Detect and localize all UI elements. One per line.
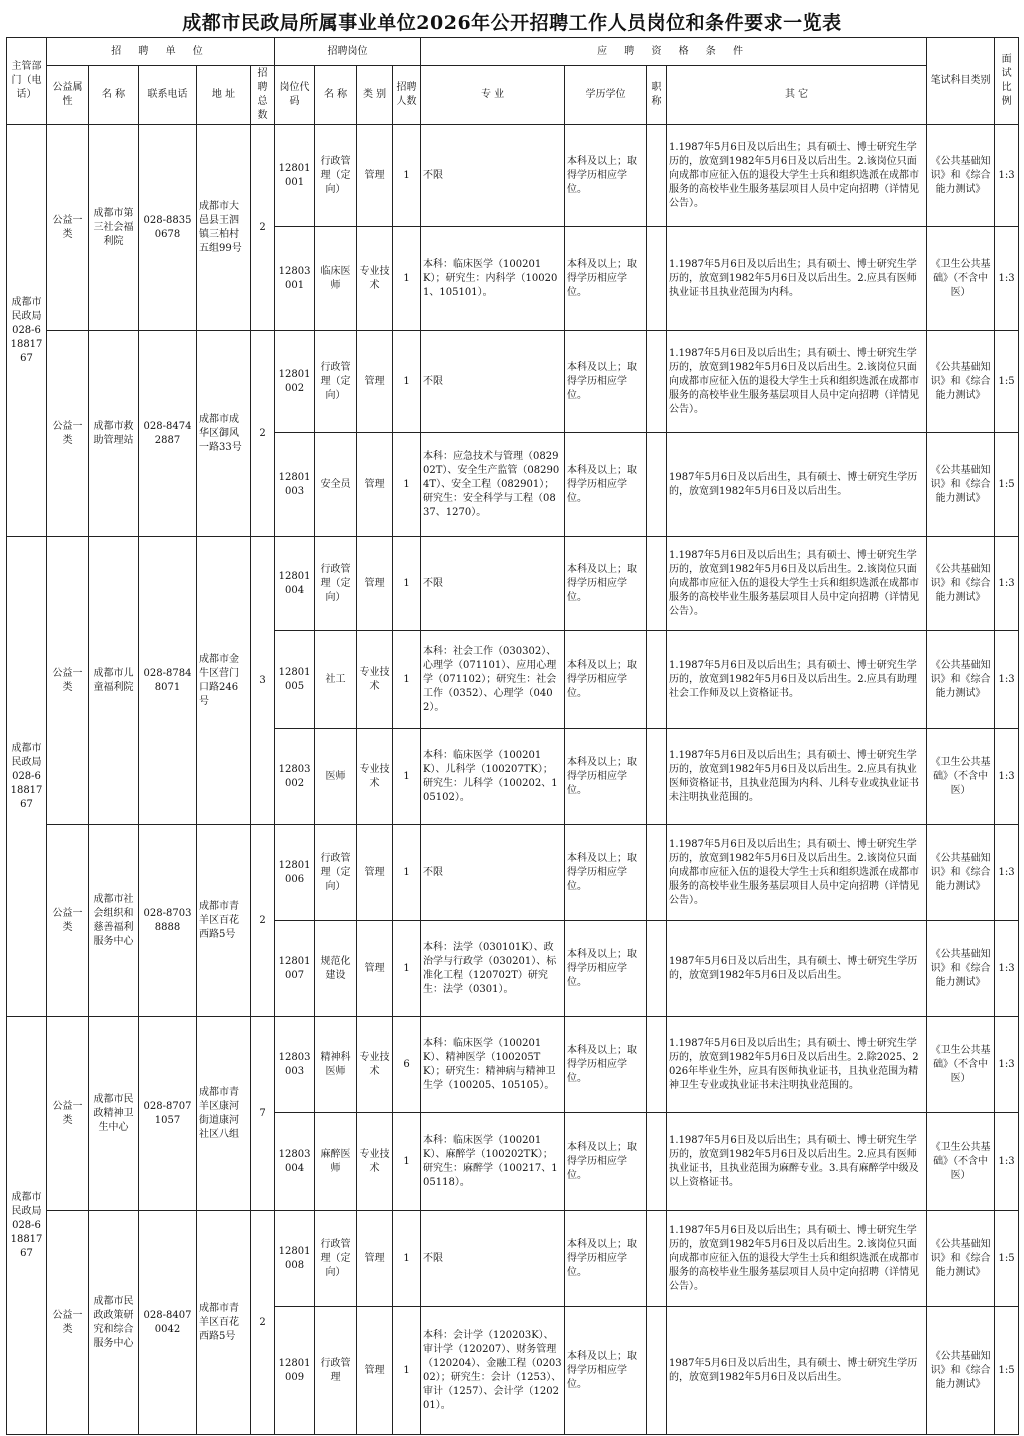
unit-type-cell: 公益一类 <box>47 125 89 331</box>
ratio-cell: 1:3 <box>995 1017 1019 1113</box>
post-num-cell: 1 <box>393 227 421 331</box>
exam-cell: 《卫生公共基础》（不含中医） <box>927 227 995 331</box>
unit-total-cell: 7 <box>251 1017 275 1211</box>
header-post-num: 招聘人数 <box>393 66 421 125</box>
title-req-cell <box>647 921 667 1017</box>
major-cell: 本科：社会工作（030302）、心理学（071101）、应用心理学（071102）；研究生：社会工作（0352）、心理学（0402）。 <box>421 631 565 729</box>
post-code-cell: 12803001 <box>275 227 315 331</box>
unit-addr-cell: 成都市青羊区百花西路5号 <box>197 825 251 1017</box>
unit-phone-cell: 028-84742887 <box>139 331 197 537</box>
header-major: 专 业 <box>421 66 565 125</box>
other-cell: 1987年5月6日及以后出生，具有硕士、博士研究生学历的，放宽到1982年5月6日及以后出生。 <box>667 921 927 1017</box>
title-req-cell <box>647 825 667 921</box>
unit-addr-cell: 成都市成华区御风一路33号 <box>197 331 251 537</box>
exam-cell: 《卫生公共基础》（不含中医） <box>927 729 995 825</box>
unit-addr-cell: 成都市金牛区营门口路246号 <box>197 537 251 825</box>
exam-cell: 《公共基础知识》和《综合能力测试》 <box>927 331 995 433</box>
edu-cell: 本科及以上；取得学历相应学位。 <box>565 921 647 1017</box>
ratio-cell: 1:3 <box>995 125 1019 227</box>
edu-cell: 本科及以上；取得学历相应学位。 <box>565 825 647 921</box>
post-cat-cell: 专业技术 <box>357 631 393 729</box>
ratio-cell: 1:5 <box>995 1211 1019 1307</box>
post-cat-cell: 管理 <box>357 125 393 227</box>
header-qual-group: 应 聘 资 格 条 件 <box>421 38 927 66</box>
major-cell: 不限 <box>421 331 565 433</box>
post-num-cell: 1 <box>393 537 421 631</box>
edu-cell: 本科及以上；取得学历相应学位。 <box>565 331 647 433</box>
title-req-cell <box>647 433 667 537</box>
header-row-2 <box>7 66 1019 125</box>
post-cat-cell: 管理 <box>357 1211 393 1307</box>
other-cell: 1.1987年5月6日及以后出生；具有硕士、博士研究生学历的，放宽到1982年5月6日及以后出生。2.该岗位只面向成都市应征入伍的退役大学生士兵和组织选派在成都市服务的高校毕业生服务基层项目人员中定向招聘（详情见公告）。 <box>667 331 927 433</box>
header-unit-type: 公益属性 <box>47 66 89 125</box>
major-cell: 本科：法学（030101K）、政治学与行政学（030201）、标准化工程（120702T）研究生：法学（0301）。 <box>421 921 565 1017</box>
unit-name-cell: 成都市社会组织和慈善福利服务中心 <box>89 825 139 1017</box>
header-row-1 <box>7 38 1019 66</box>
post-code-cell: 12803003 <box>275 1017 315 1113</box>
post-name-cell: 行政管理 <box>315 1307 357 1435</box>
post-name-cell: 医师 <box>315 729 357 825</box>
post-cat-cell: 管理 <box>357 433 393 537</box>
ratio-cell: 1:5 <box>995 433 1019 537</box>
header-ratio: 面试比例 <box>995 38 1019 125</box>
major-cell: 本科：临床医学（100201K）、精神医学（100205TK）；研究生：精神病与精神卫生学（100205、105105）。 <box>421 1017 565 1113</box>
unit-total-cell: 2 <box>251 1211 275 1435</box>
table-row <box>7 1017 1019 1113</box>
title-req-cell <box>647 729 667 825</box>
other-cell: 1.1987年5月6日及以后出生；具有硕士、博士研究生学历的，放宽到1982年5月6日及以后出生。2.该岗位只面向成都市应征入伍的退役大学生士兵和组织选派在成都市服务的高校毕业生服务基层项目人员中定向招聘（详情见公告）。 <box>667 1211 927 1307</box>
table-row <box>7 331 1019 433</box>
unit-name-cell: 成都市第三社会福利院 <box>89 125 139 331</box>
unit-phone-cell: 028-87038888 <box>139 825 197 1017</box>
unit-addr-cell: 成都市青羊区百花西路5号 <box>197 1211 251 1435</box>
edu-cell: 本科及以上；取得学历相应学位。 <box>565 537 647 631</box>
unit-phone-cell: 028-84070042 <box>139 1211 197 1435</box>
exam-cell: 《公共基础知识》和《综合能力测试》 <box>927 631 995 729</box>
post-name-cell: 麻醉医师 <box>315 1113 357 1211</box>
other-cell: 1.1987年5月6日及以后出生；具有硕士、博士研究生学历的，放宽到1982年5月6日及以后出生。2.该岗位只面向成都市应征入伍的退役大学生士兵和组织选派在成都市服务的高校毕业生服务基层项目人员中定向招聘（详情见公告）。 <box>667 537 927 631</box>
ratio-cell: 1:3 <box>995 1113 1019 1211</box>
post-name-cell: 临床医师 <box>315 227 357 331</box>
post-cat-cell: 管理 <box>357 331 393 433</box>
edu-cell: 本科及以上；取得学历相应学位。 <box>565 729 647 825</box>
other-cell: 1.1987年5月6日及以后出生；具有硕士、博士研究生学历的，放宽到1982年5月6日及以后出生。2.该岗位只面向成都市应征入伍的退役大学生士兵和组织选派在成都市服务的高校毕业生服务基层项目人员中定向招聘（详情见公告）。 <box>667 825 927 921</box>
edu-cell: 本科及以上；取得学历相应学位。 <box>565 433 647 537</box>
ratio-cell: 1:3 <box>995 631 1019 729</box>
post-num-cell: 1 <box>393 921 421 1017</box>
unit-type-cell: 公益一类 <box>47 331 89 537</box>
post-code-cell: 12801001 <box>275 125 315 227</box>
major-cell: 本科：会计学（120203K）、审计学（120207）、财务管理（120204）、金融工程（020302）；研究生：会计（1253）、审计（1257）、会计学（120201）。 <box>421 1307 565 1435</box>
unit-addr-cell: 成都市青羊区康河街道康河社区八组 <box>197 1017 251 1211</box>
other-cell: 1.1987年5月6日及以后出生；具有硕士、博士研究生学历的，放宽到1982年5月6日及以后出生。2.该岗位只面向成都市应征入伍的退役大学生士兵和组织选派在成都市服务的高校毕业生服务基层项目人员中定向招聘（详情见公告）。 <box>667 125 927 227</box>
post-cat-cell: 专业技术 <box>357 227 393 331</box>
post-code-cell: 12801007 <box>275 921 315 1017</box>
exam-cell: 《公共基础知识》和《综合能力测试》 <box>927 125 995 227</box>
major-cell: 本科：临床医学（100201K）、儿科学（100207TK）；研究生：儿科学（100202、105102）。 <box>421 729 565 825</box>
post-name-cell: 行政管理（定向） <box>315 825 357 921</box>
post-cat-cell: 管理 <box>357 921 393 1017</box>
post-num-cell: 1 <box>393 331 421 433</box>
post-name-cell: 行政管理（定向） <box>315 125 357 227</box>
post-cat-cell: 专业技术 <box>357 1113 393 1211</box>
other-cell: 1.1987年5月6日及以后出生；具有硕士、博士研究生学历的，放宽到1982年5月6日及以后出生。2.应具有执业医师资格证书，且执业范围为内科、儿科专业或执业证书未注明执业范围的。 <box>667 729 927 825</box>
post-num-cell: 1 <box>393 631 421 729</box>
header-post-cat: 类 别 <box>357 66 393 125</box>
post-cat-cell: 管理 <box>357 1307 393 1435</box>
ratio-cell: 1:3 <box>995 227 1019 331</box>
header-unit-total: 招聘总数 <box>251 66 275 125</box>
post-name-cell: 行政管理（定向） <box>315 1211 357 1307</box>
post-code-cell: 12803002 <box>275 729 315 825</box>
header-unit-phone: 联系电话 <box>139 66 197 125</box>
title-req-cell <box>647 227 667 331</box>
other-cell: 1987年5月6日及以后出生，具有硕士、博士研究生学历的，放宽到1982年5月6日及以后出生。 <box>667 1307 927 1435</box>
unit-name-cell: 成都市民政精神卫生中心 <box>89 1017 139 1211</box>
unit-type-cell: 公益一类 <box>47 1017 89 1211</box>
post-code-cell: 12801009 <box>275 1307 315 1435</box>
post-code-cell: 12801004 <box>275 537 315 631</box>
post-code-cell: 12801008 <box>275 1211 315 1307</box>
post-code-cell: 12801006 <box>275 825 315 921</box>
post-name-cell: 行政管理（定向） <box>315 537 357 631</box>
major-cell: 不限 <box>421 125 565 227</box>
table-row <box>7 125 1019 227</box>
unit-name-cell: 成都市民政政策研究和综合服务中心 <box>89 1211 139 1435</box>
title-req-cell <box>647 1211 667 1307</box>
post-code-cell: 12801005 <box>275 631 315 729</box>
major-cell: 不限 <box>421 825 565 921</box>
exam-cell: 《公共基础知识》和《综合能力测试》 <box>927 1211 995 1307</box>
unit-type-cell: 公益一类 <box>47 1211 89 1435</box>
post-num-cell: 1 <box>393 1211 421 1307</box>
ratio-cell: 1:3 <box>995 921 1019 1017</box>
ratio-cell: 1:5 <box>995 1307 1019 1435</box>
major-cell: 不限 <box>421 537 565 631</box>
exam-cell: 《卫生公共基础》（不含中医） <box>927 1017 995 1113</box>
exam-cell: 《公共基础知识》和《综合能力测试》 <box>927 921 995 1017</box>
edu-cell: 本科及以上；取得学历相应学位。 <box>565 1113 647 1211</box>
post-cat-cell: 管理 <box>357 825 393 921</box>
table-row <box>7 1211 1019 1307</box>
header-post-code: 岗位代码 <box>275 66 315 125</box>
title-req-cell <box>647 631 667 729</box>
unit-phone-cell: 028-87848071 <box>139 537 197 825</box>
major-cell: 本科：临床医学（100201K）；研究生：内科学（100201、105101）。 <box>421 227 565 331</box>
other-cell: 1.1987年5月6日及以后出生；具有硕士、博士研究生学历的，放宽到1982年5月6日及以后出生。2.应具有医师执业证书，且执业范围为麻醉专业。3.具有麻醉学中级及以上资格证书。 <box>667 1113 927 1211</box>
exam-cell: 《公共基础知识》和《综合能力测试》 <box>927 537 995 631</box>
exam-cell: 《卫生公共基础》（不含中医） <box>927 1113 995 1211</box>
unit-name-cell: 成都市救助管理站 <box>89 331 139 537</box>
post-name-cell: 社工 <box>315 631 357 729</box>
unit-phone-cell: 028-88350678 <box>139 125 197 331</box>
unit-phone-cell: 028-87071057 <box>139 1017 197 1211</box>
ratio-cell: 1:3 <box>995 537 1019 631</box>
unit-total-cell: 3 <box>251 537 275 825</box>
header-exam: 笔试科目类别 <box>927 38 995 125</box>
table-row <box>7 537 1019 631</box>
post-name-cell: 规范化建设 <box>315 921 357 1017</box>
unit-total-cell: 2 <box>251 125 275 331</box>
edu-cell: 本科及以上；取得学历相应学位。 <box>565 1017 647 1113</box>
edu-cell: 本科及以上；取得学历相应学位。 <box>565 125 647 227</box>
header-other: 其 它 <box>667 66 927 125</box>
table-row <box>7 825 1019 921</box>
title-req-cell <box>647 1017 667 1113</box>
other-cell: 1.1987年5月6日及以后出生；具有硕士、博士研究生学历的，放宽到1982年5月6日及以后出生。2.除2025、2026年毕业生外，应具有医师执业证书，且执业范围为精神卫生专业或执业证书未注明执业范围的。 <box>667 1017 927 1113</box>
post-num-cell: 6 <box>393 1017 421 1113</box>
dept-cell: 成都市民政局028-61881767 <box>7 1017 47 1435</box>
unit-addr-cell: 成都市大邑县王泗镇三柏村五组99号 <box>197 125 251 331</box>
post-cat-cell: 专业技术 <box>357 1017 393 1113</box>
post-name-cell: 行政管理（定向） <box>315 331 357 433</box>
header-unit-group: 招 聘 单 位 <box>47 38 275 66</box>
title-req-cell <box>647 1113 667 1211</box>
exam-cell: 《公共基础知识》和《综合能力测试》 <box>927 1307 995 1435</box>
post-name-cell: 安全员 <box>315 433 357 537</box>
edu-cell: 本科及以上；取得学历相应学位。 <box>565 1211 647 1307</box>
page-title: 成都市民政局所属事业单位2026年公开招聘工作人员岗位和条件要求一览表 <box>182 12 842 34</box>
post-num-cell: 1 <box>393 1113 421 1211</box>
header-post-group: 招聘岗位 <box>275 38 421 66</box>
post-code-cell: 12801003 <box>275 433 315 537</box>
post-cat-cell: 管理 <box>357 537 393 631</box>
unit-type-cell: 公益一类 <box>47 537 89 825</box>
dept-cell: 成都市民政局028-61881767 <box>7 537 47 1017</box>
ratio-cell: 1:5 <box>995 331 1019 433</box>
title-req-cell <box>647 125 667 227</box>
unit-type-cell: 公益一类 <box>47 825 89 1017</box>
header-post-name: 名 称 <box>315 66 357 125</box>
unit-name-cell: 成都市儿童福利院 <box>89 537 139 825</box>
post-num-cell: 1 <box>393 825 421 921</box>
major-cell: 本科：应急技术与管理（082902T）、安全生产监管（082904T）、安全工程（082901）；研究生：安全科学与工程（0837、1270）。 <box>421 433 565 537</box>
post-name-cell: 精神科医师 <box>315 1017 357 1113</box>
post-num-cell: 1 <box>393 125 421 227</box>
header-title-req: 职称 <box>647 66 667 125</box>
ratio-cell: 1:3 <box>995 825 1019 921</box>
exam-cell: 《公共基础知识》和《综合能力测试》 <box>927 825 995 921</box>
major-cell: 不限 <box>421 1211 565 1307</box>
recruitment-table <box>6 37 1019 1435</box>
header-dept: 主管部门（电话） <box>7 38 47 125</box>
title-req-cell <box>647 331 667 433</box>
header-unit-addr: 地 址 <box>197 66 251 125</box>
title-req-cell <box>647 1307 667 1435</box>
other-cell: 1987年5月6日及以后出生，具有硕士、博士研究生学历的，放宽到1982年5月6日及以后出生。 <box>667 433 927 537</box>
edu-cell: 本科及以上；取得学历相应学位。 <box>565 631 647 729</box>
edu-cell: 本科及以上；取得学历相应学位。 <box>565 1307 647 1435</box>
edu-cell: 本科及以上；取得学历相应学位。 <box>565 227 647 331</box>
other-cell: 1.1987年5月6日及以后出生；具有硕士、博士研究生学历的，放宽到1982年5月6日及以后出生。2.应具有医师执业证书且执业范围为内科。 <box>667 227 927 331</box>
header-edu: 学历学位 <box>565 66 647 125</box>
post-num-cell: 1 <box>393 433 421 537</box>
other-cell: 1.1987年5月6日及以后出生；具有硕士、博士研究生学历的，放宽到1982年5月6日及以后出生。2.应具有助理社会工作师及以上资格证书。 <box>667 631 927 729</box>
post-code-cell: 12801002 <box>275 331 315 433</box>
post-num-cell: 1 <box>393 729 421 825</box>
header-unit-name: 名 称 <box>89 66 139 125</box>
ratio-cell: 1:3 <box>995 729 1019 825</box>
major-cell: 本科：临床医学（100201K）、麻醉学（100202TK）；研究生：麻醉学（100217、105118）。 <box>421 1113 565 1211</box>
post-code-cell: 12803004 <box>275 1113 315 1211</box>
post-num-cell: 1 <box>393 1307 421 1435</box>
unit-total-cell: 2 <box>251 825 275 1017</box>
exam-cell: 《公共基础知识》和《综合能力测试》 <box>927 433 995 537</box>
post-cat-cell: 专业技术 <box>357 729 393 825</box>
unit-total-cell: 2 <box>251 331 275 537</box>
dept-cell: 成都市民政局028-61881767 <box>7 125 47 537</box>
title-req-cell <box>647 537 667 631</box>
